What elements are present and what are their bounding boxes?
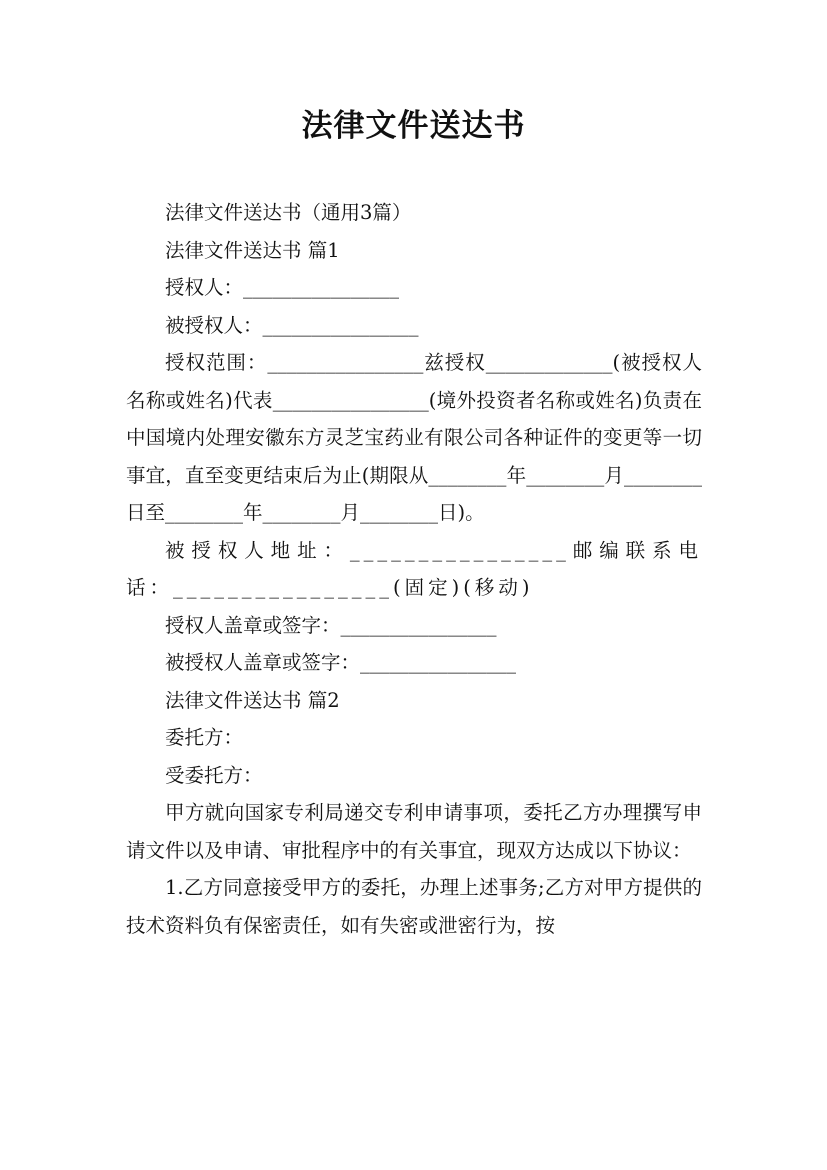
paragraph-section-1-heading: 法律文件送达书 篇1 <box>165 238 340 262</box>
paragraph-agreement-intro: 甲方就向国家专利局递交专利申请事项，委托乙方办理撰写申请文件以及申请、审批程序中的有关事宜，现双方达成以下协议： <box>126 801 702 862</box>
paragraph-subtitle: 法律文件送达书（通用3篇） <box>165 201 412 224</box>
paragraph-section-2-heading: 法律文件送达书 篇2 <box>165 688 340 712</box>
paragraph-clause-1: 1.乙方同意接受甲方的委托，办理上述事务;乙方对甲方提供的技术资料负有保密责任，如有失密或泄密行为，按 <box>126 876 702 937</box>
paragraph-authorizer: 授权人：________________ <box>165 276 400 299</box>
paragraph-authorized-signature: 被授权人盖章或签字：________________ <box>165 651 517 674</box>
paragraph-authorized-person: 被授权人：________________ <box>165 313 419 337</box>
paragraph-agent: 受委托方： <box>165 763 263 787</box>
paragraph-authorizer-signature: 授权人盖章或签字：________________ <box>165 613 497 637</box>
document-title: 法律文件送达书 <box>301 108 526 144</box>
paragraph-client: 委托方： <box>165 726 244 749</box>
paragraph-authorization-scope: 授权范围：________________兹授权_____________(被授权人名称或姓名)代表________________(境外投资者名称或姓名)负责在中国境内处理安徽东方灵芝宝药业有限公司各种证件的变更等一切事宜，直至变更结束后为止(期限从________年________月________日至________年________月________日)。 <box>126 351 702 524</box>
document-body <box>126 194 702 944</box>
paragraph-authorized-address: 被授权人地址：________________邮编联系电话：________________(固定)(移动) <box>126 538 702 599</box>
